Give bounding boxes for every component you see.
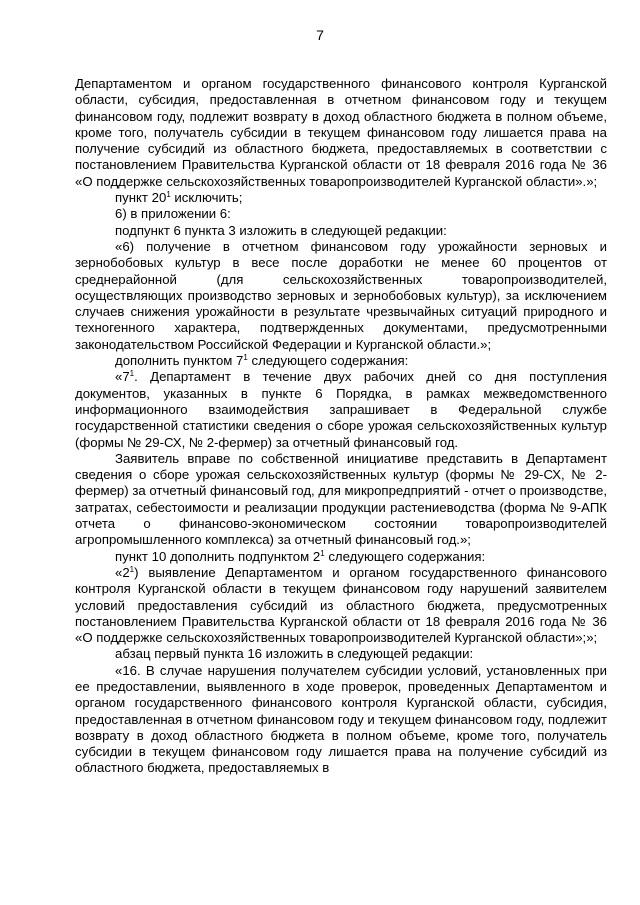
paragraph-point-16: «16. В случае нарушения получателем субсидии условий, установленных при ее предоставлении, выявленного в ходе проверок, проведенных Департаментом и органом государственного финансового контроля Курганской области, субсидия, предоставленная в отчетном финансовом году и текущем финансовом году, подлежит возврату в доход областного бюджета в полном объеме, кроме того, получатель субсидии в текущем финансовом году лишается права на получение субсидий из областного бюджета, предоставляемых в [75, 662, 607, 776]
text-before: пункт 20 [115, 190, 167, 206]
text-before: «7 [115, 369, 130, 385]
paragraph-point-16-heading: абзац первый пункта 16 изложить в следующей редакции: [115, 646, 474, 662]
text-after: следующего содержания: [247, 353, 409, 369]
superscript: 1 [166, 190, 171, 200]
paragraph-continuation: Департаментом и органом государственного финансового контроля Курганской области, субсидия, предоставленная в отчетном финансовом году и текущем финансовом году, подлежит возврату в доход областного бюджета в полном объеме, кроме того, получатель субсидии в текущем финансовом году лишается права на получение субсидий из областного бюджета, предоставляемых в соответствии с постановлением Правительства Курганской области от 18 февраля 2016 года № 36 «О поддержке сельскохозяйственных товаропроизводителей Курганской области».»; [75, 76, 607, 189]
paragraph-applicant-right: Заявитель вправе по собственной инициативе представить в Департамент сведения о сборе урожая сельскохозяйственных культур (формы № 29-СХ, № 2-фермер) за отчетный финансовый год, для микропредприятий - отчет о производстве, затратах, себестоимости и реализации продукции растениеводства (форма № 9-АПК отчета о финансово-экономическом состоянии товаропроизводителей агропромышленного комплекса) за отчетный финансовый год.»; [75, 450, 607, 548]
paragraph-point-7-1 [75, 369, 607, 450]
document-body [75, 76, 607, 777]
text-after: следующего содержания: [324, 548, 486, 564]
page-number: 7 [316, 27, 324, 43]
text-after: исключить; [170, 190, 243, 206]
paragraph-add-point-7-1 [75, 353, 607, 369]
paragraph-subpoint-2-1 [75, 565, 607, 646]
superscript: 1 [243, 353, 248, 363]
superscript: 1 [129, 564, 135, 574]
text-after: ) выявление Департаментом и органом государственного финансового контроля Курганской области в текущем финансовом году нарушений заявителем условий предоставления субсидий из областного бюджета, предусмотренных постановлением Правительства Курганской области от 18 февраля 2016 года № 36 «О поддержке сельскохозяйственных товаропроизводителей Курганской области»;»; [75, 564, 607, 646]
paragraph-exclude-point [75, 190, 607, 206]
superscript: 1 [320, 548, 325, 558]
text-after: . Департамент в течение двух рабочих дней со дня поступления документов, указанных в пункте 6 Порядка, в рамках межведомственного информационного взаимодействия запрашивает в Федеральной службе государственной статистики сведения о сборе урожая сельскохозяйственных культур (формы № 29-СХ, № 2-фермер) за отчетный финансовый год. [75, 369, 607, 450]
paragraph-point-10 [75, 549, 607, 565]
text-before: дополнить пунктом 7 [115, 353, 244, 369]
superscript: 1 [129, 369, 135, 379]
text-before: «2 [115, 564, 130, 580]
paragraph-appendix-6: 6) в приложении 6: [115, 206, 231, 222]
paragraph-yield-condition: «6) получение в отчетном финансовом году урожайности зерновых и зернобобовых культур в весе после доработки не менее 60 процентов от среднерайонной (для сельскохозяйственных товаропроизводителей, осуществляющих производство зерновых и зернобобовых культур), за исключением случаев снижения урожайности в результате чрезвычайных ситуаций природного и техногенного характера, подтвержденных документами, предусмотренными законодательством Российской Федерации и Курганской области.»; [75, 238, 607, 352]
paragraph-subpoint-6: подпункт 6 пункта 3 изложить в следующей редакции: [115, 222, 447, 238]
text-before: пункт 10 дополнить подпунктом 2 [115, 548, 321, 564]
